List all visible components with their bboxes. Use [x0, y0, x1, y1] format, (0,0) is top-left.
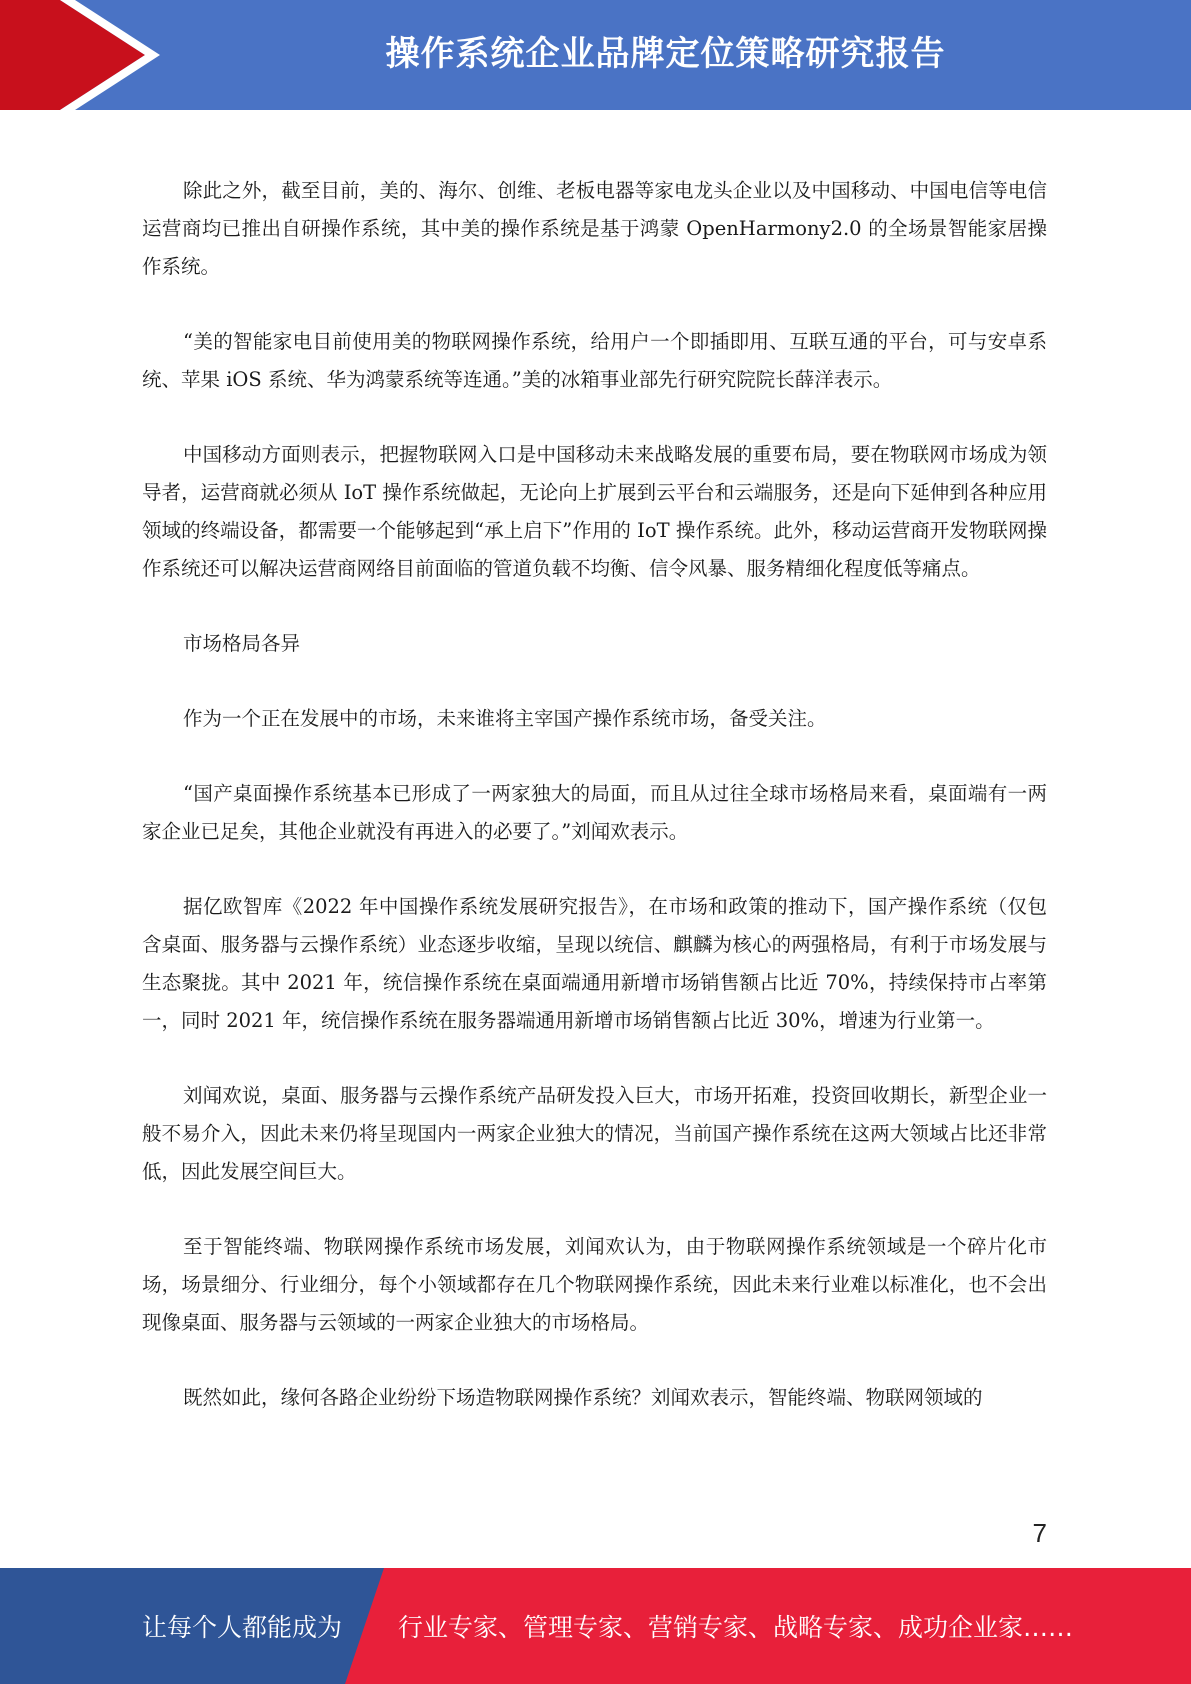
paragraph: 除此之外，截至目前，美的、海尔、创维、老板电器等家电龙头企业以及中国移动、中国电信等电信运营商均已推出自研操作系统，其中美的操作系统是基于鸿蒙 OpenHarmony2.0 的全场景智能家居操作系统。 [142, 179, 1047, 278]
page-header [0, 0, 1191, 110]
paragraph: 作为一个正在发展中的市场，未来谁将主宰国产操作系统市场，备受关注。 [183, 707, 827, 730]
paragraph: 刘闻欢说，桌面、服务器与云操作系统产品研发投入巨大，市场开拓难，投资回收期长，新型企业一般不易介入，因此未来仍将呈现国内一两家企业独大的情况，当前国产操作系统在这两大领域占比还非常低，因此发展空间巨大。 [142, 1084, 1047, 1183]
paragraph: 中国移动方面则表示，把握物联网入口是中国移动未来战略发展的重要布局，要在物联网市场成为领导者，运营商就必须从 IoT 操作系统做起，无论向上扩展到云平台和云端服务，还是向下延伸到各种应用领域的终端设备，都需要一个能够起到“承上启下”作用的 IoT 操作系统。此外，移动运营商开发物联网操作系统还可以解决运营商网络目前面临的管道负载不均衡、信令风暴、服务精细化程度低等痛点。 [142, 443, 1047, 580]
footer-slogan-right: 行业专家、管理专家、营销专家、战略专家、成功企业家…… [398, 1613, 1074, 1642]
report-title: 操作系统企业品牌定位策略研究报告 [385, 34, 946, 74]
paragraph: “国产桌面操作系统基本已形成了一两家独大的局面，而且从过往全球市场格局来看，桌面端有一两家企业已足矣，其他企业就没有再进入的必要了。”刘闻欢表示。 [142, 782, 1047, 843]
paragraph: 据亿欧智库《2022 年中国操作系统发展研究报告》，在市场和政策的推动下，国产操作系统（仅包含桌面、服务器与云操作系统）业态逐步收缩，呈现以统信、麒麟为核心的两强格局，有利于市场发展与生态聚拢。其中 2021 年，统信操作系统在桌面端通用新增市场销售额占比近 70%，持续保持市占率第一，同时 2021 年，统信操作系统在服务器端通用新增市场销售额占比近 30%，增速为行业第一。 [142, 895, 1047, 1032]
paragraph: “美的智能家电目前使用美的物联网操作系统，给用户一个即插即用、互联互通的平台，可与安卓系统、苹果 iOS 系统、华为鸿蒙系统等连通。”美的冰箱事业部先行研究院院长薛洋表示。 [142, 330, 1047, 391]
article-body [142, 172, 1047, 1454]
page-number: 7 [1032, 1518, 1047, 1548]
page-footer [0, 1568, 1191, 1684]
footer-slogan-left: 让每个人都能成为 [142, 1613, 343, 1642]
paragraph: 既然如此，缘何各路企业纷纷下场造物联网操作系统？刘闻欢表示，智能终端、物联网领域的 [183, 1386, 983, 1409]
paragraph: 至于智能终端、物联网操作系统市场发展，刘闻欢认为，由于物联网操作系统领域是一个碎片化市场，场景细分、行业细分，每个小领域都存在几个物联网操作系统，因此未来行业难以标准化，也不会出现像桌面、服务器与云领域的一两家企业独大的市场格局。 [142, 1235, 1047, 1334]
section-heading: 市场格局各异 [183, 632, 301, 655]
